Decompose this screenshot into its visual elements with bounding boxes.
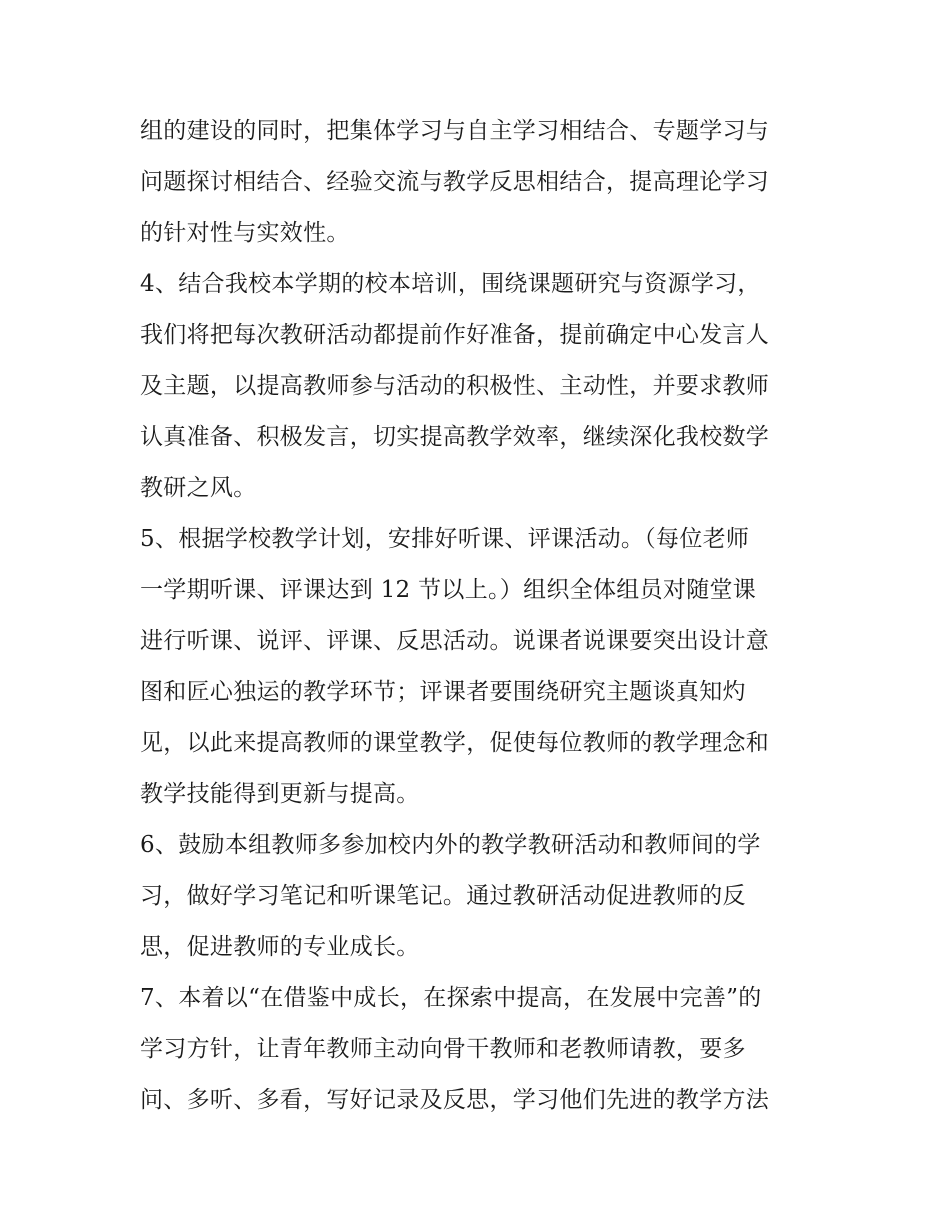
text-line: 图和匠心独运的教学环节；评课者要围绕研究主题谈真知灼 bbox=[140, 679, 746, 705]
text-line: 的针对性与实效性。 bbox=[140, 220, 350, 246]
text-line: 教学技能得到更新与提高。 bbox=[140, 781, 420, 807]
text-line: 7、本着以“在借鉴中成长，在探索中提高，在发展中完善”的 bbox=[140, 985, 762, 1011]
text-line: 习，做好学习笔记和听课笔记。通过教研活动促进教师的反 bbox=[140, 883, 746, 909]
document-body bbox=[140, 106, 830, 1126]
text-line: 及主题，以提高教师参与活动的积极性、主动性，并要求教师 bbox=[140, 373, 770, 399]
text-line: 5、根据学校教学计划，安排好听课、评课活动。（每位老师 bbox=[140, 526, 750, 552]
text-line: 见，以此来提高教师的课堂教学，促使每位教师的教学理念和 bbox=[140, 730, 770, 756]
text-line: 教研之风。 bbox=[140, 475, 257, 501]
text-line: 6、鼓励本组教师多参加校内外的教学教研活动和教师间的学 bbox=[140, 832, 761, 858]
text-line: 一学期听课、评课达到 12 节以上。）组织全体组员对随堂课 bbox=[140, 577, 757, 603]
text-line: 进行听课、说评、评课、反思活动。说课者说课要突出设计意 bbox=[140, 628, 770, 654]
text-line: 认真准备、积极发言，切实提高教学效率，继续深化我校数学 bbox=[140, 424, 770, 450]
text-line: 组的建设的同时，把集体学习与自主学习相结合、专题学习与 bbox=[140, 118, 770, 144]
text-line: 学习方针，让青年教师主动向骨干教师和老教师请教，要多 bbox=[140, 1036, 746, 1062]
text-line: 4、结合我校本学期的校本培训，围绕课题研究与资源学习， bbox=[140, 271, 761, 297]
text-line: 问题探讨相结合、经验交流与教学反思相结合，提高理论学习 bbox=[140, 169, 770, 195]
text-line: 我们将把每次教研活动都提前作好准备，提前确定中心发言人 bbox=[140, 322, 770, 348]
text-line: 问、多听、多看，写好记录及反思，学习他们先进的教学方法 bbox=[140, 1087, 770, 1113]
text-line: 思，促进教师的专业成长。 bbox=[140, 934, 420, 960]
